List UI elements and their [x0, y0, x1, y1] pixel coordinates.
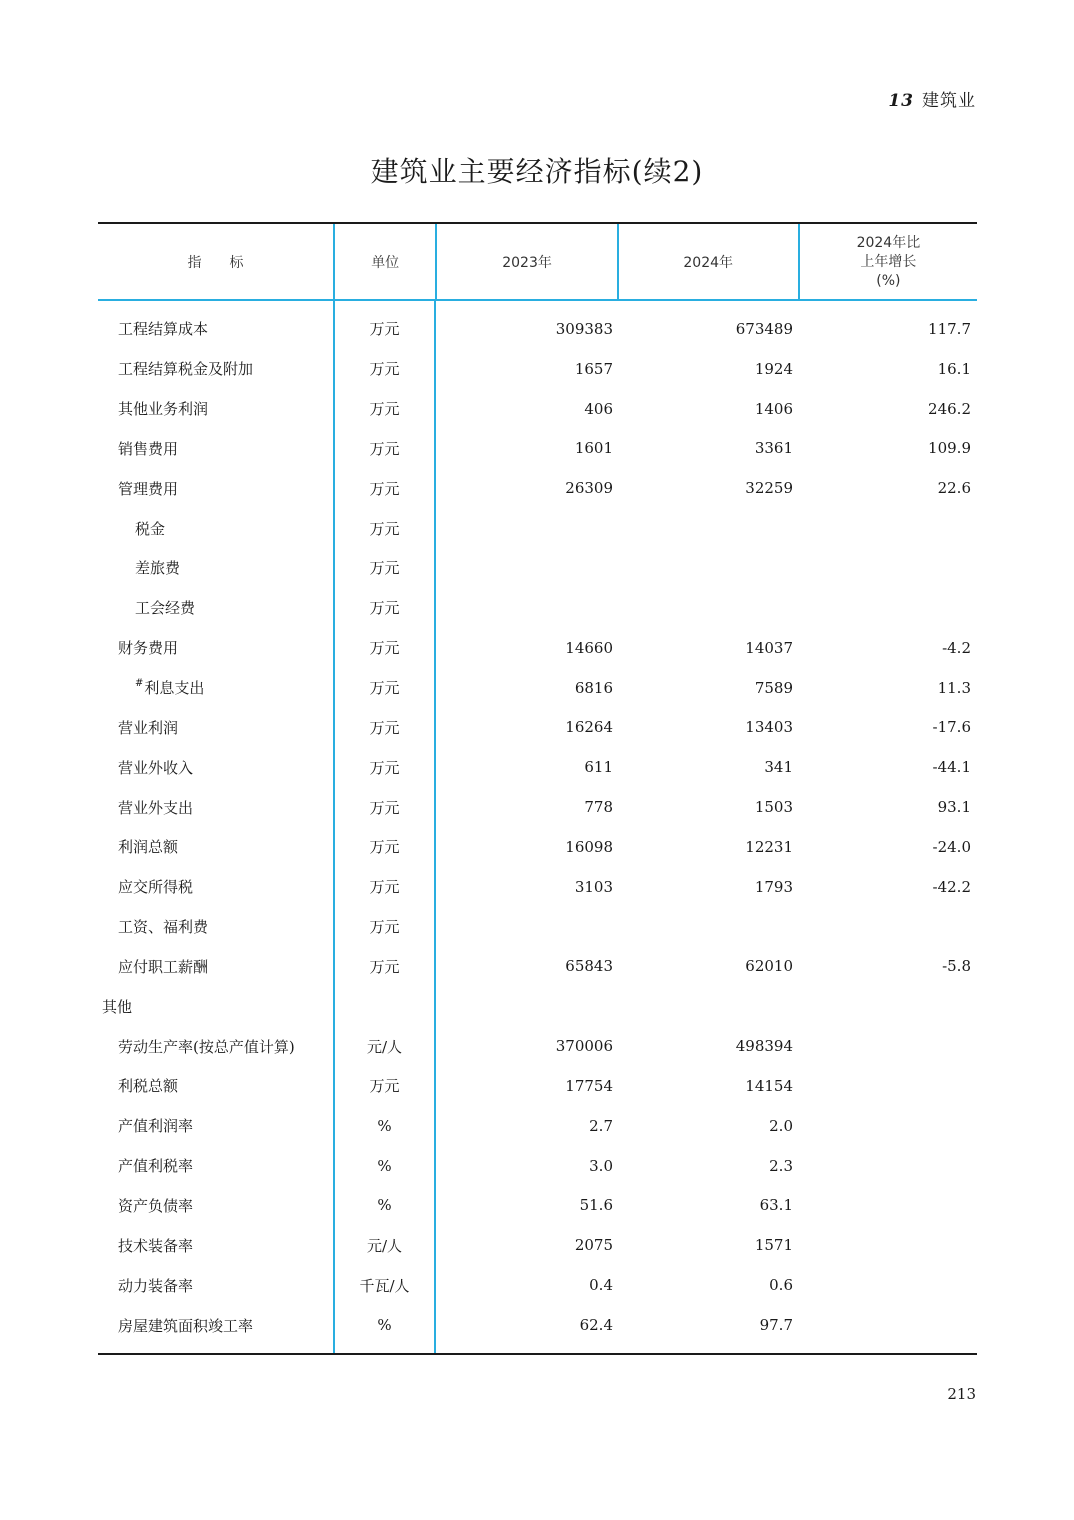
table-row — [98, 787, 977, 827]
indicator-label: 营业利润 — [118, 718, 179, 737]
header-growth-line1: 2024年比 — [856, 235, 921, 251]
growth-cell: -44.1 — [932, 758, 971, 777]
value-2024-cell: 0.6 — [769, 1276, 793, 1295]
indicator-cell — [98, 398, 334, 419]
chapter-title: 建筑业 — [922, 91, 976, 111]
value-2023-cell: 26309 — [565, 479, 613, 498]
indicator-label: 利润总额 — [118, 838, 179, 857]
table-row — [98, 867, 977, 907]
indicator-cell — [98, 757, 334, 778]
table-row — [98, 429, 977, 469]
table-row — [98, 349, 977, 389]
indicator-cell — [98, 557, 334, 578]
header-unit: 单位 — [335, 224, 438, 299]
unit-cell: 万元 — [369, 320, 400, 339]
unit-cell: % — [377, 1116, 392, 1135]
table-row — [98, 548, 977, 588]
value-2023-cell: 309383 — [555, 319, 613, 338]
indicator-label: 利税总额 — [118, 1077, 179, 1096]
unit-cell: 万元 — [369, 957, 400, 976]
header-growth-line3: (%) — [876, 273, 901, 289]
value-2023-cell: 6816 — [574, 678, 613, 697]
value-2024-cell: 1571 — [754, 1236, 793, 1255]
chapter-number: 13 — [888, 91, 914, 111]
header-2023: 2023年 — [437, 224, 618, 299]
value-2023-cell: 370006 — [555, 1037, 613, 1056]
indicator-label: 工程结算成本 — [118, 320, 209, 339]
indicator-label: 产值利税率 — [118, 1157, 194, 1176]
value-2024-cell: 498394 — [735, 1037, 793, 1056]
unit-cell: 万元 — [369, 439, 400, 458]
value-2023-cell: 16264 — [565, 718, 613, 737]
header-growth-line2: 上年增长 — [860, 254, 917, 270]
indicator-label: 工资、福利费 — [118, 918, 209, 937]
table-header — [98, 224, 977, 301]
table-row — [98, 508, 977, 548]
indicator-cell — [98, 518, 334, 539]
value-2024-cell: 62010 — [745, 957, 793, 976]
value-2024-cell: 14037 — [745, 638, 793, 657]
value-2024-cell: 1503 — [754, 798, 793, 817]
unit-cell: 万元 — [369, 1077, 400, 1096]
indicator-label: 技术装备率 — [118, 1236, 194, 1255]
indicator-label: 利息支出 — [144, 679, 205, 698]
value-2024-cell: 673489 — [735, 319, 793, 338]
page-title: 建筑业主要经济指标(续2) — [370, 155, 704, 188]
indicator-label: 销售费用 — [118, 439, 179, 458]
growth-cell: 11.3 — [937, 678, 971, 697]
indicator-cell — [98, 1036, 334, 1057]
growth-cell: 109.9 — [928, 439, 971, 458]
value-2024-cell: 97.7 — [759, 1316, 793, 1335]
value-2024-cell: 1793 — [754, 877, 793, 896]
unit-cell: 万元 — [369, 599, 400, 618]
indicator-cell — [98, 876, 334, 897]
indicator-cell — [98, 956, 334, 977]
value-2023-cell: 16098 — [565, 837, 613, 856]
table-row — [98, 588, 977, 628]
value-2024-cell: 1924 — [754, 359, 793, 378]
growth-cell: -4.2 — [942, 638, 971, 657]
indicator-cell — [98, 597, 334, 618]
indicator-label: 其他业务利润 — [118, 400, 209, 419]
indicator-label: 劳动生产率(按总产值计算) — [118, 1037, 295, 1056]
indicator-label: 管理费用 — [118, 479, 179, 498]
unit-cell: 万元 — [369, 559, 400, 578]
value-2024-cell: 341 — [764, 758, 793, 777]
value-2023-cell: 1657 — [574, 359, 613, 378]
unit-cell: % — [377, 1156, 392, 1175]
table-row — [98, 668, 977, 708]
unit-cell: 万元 — [369, 519, 400, 538]
unit-cell: 元/人 — [366, 1236, 403, 1255]
table-row — [98, 907, 977, 947]
indicator-cell — [98, 797, 334, 818]
unit-cell: 万元 — [369, 918, 400, 937]
value-2024-cell: 63.1 — [759, 1196, 793, 1215]
unit-cell: 万元 — [369, 758, 400, 777]
table-row — [98, 827, 977, 867]
value-2024-cell: 3361 — [754, 439, 793, 458]
growth-cell: 93.1 — [937, 798, 971, 817]
table-row — [98, 1066, 977, 1106]
indicator-cell — [98, 1195, 334, 1216]
indicator-cell — [98, 1115, 334, 1136]
table-row — [98, 1026, 977, 1066]
table-row — [98, 1106, 977, 1146]
growth-cell: -42.2 — [932, 877, 971, 896]
value-2023-cell: 17754 — [565, 1076, 613, 1095]
header-2024: 2024年 — [619, 224, 800, 299]
column-divider — [434, 301, 436, 1353]
indicator-label: 应交所得税 — [118, 878, 194, 897]
growth-cell: -24.0 — [932, 837, 971, 856]
value-2024-cell: 2.3 — [769, 1156, 793, 1175]
indicator-cell — [98, 836, 334, 857]
indicator-label: 工会经费 — [135, 599, 196, 618]
value-2024-cell: 32259 — [745, 479, 793, 498]
value-2023-cell: 406 — [584, 399, 613, 418]
table-row — [98, 389, 977, 429]
unit-cell: % — [377, 1196, 392, 1215]
table-row — [98, 1265, 977, 1305]
indicator-label: 工程结算税金及附加 — [118, 360, 254, 379]
unit-cell: 万元 — [369, 718, 400, 737]
value-2023-cell: 65843 — [565, 957, 613, 976]
indicator-cell — [98, 996, 334, 1017]
unit-cell: 万元 — [369, 878, 400, 897]
table-bottom-rule — [98, 1353, 977, 1355]
table-row — [98, 1146, 977, 1186]
table-row — [98, 947, 977, 987]
table-row — [98, 628, 977, 668]
unit-cell: 万元 — [369, 400, 400, 419]
growth-cell: 22.6 — [937, 479, 971, 498]
indicator-cell — [98, 637, 334, 658]
page-number: 213 — [947, 1385, 976, 1403]
unit-cell: 万元 — [369, 838, 400, 857]
value-2023-cell: 778 — [584, 798, 613, 817]
column-divider — [333, 301, 335, 1353]
growth-cell: -17.6 — [932, 718, 971, 737]
growth-cell: 16.1 — [937, 359, 971, 378]
indicator-cell — [98, 1235, 334, 1256]
indicator-cell — [98, 1315, 334, 1336]
unit-cell: 元/人 — [366, 1037, 403, 1056]
indicator-label: 房屋建筑面积竣工率 — [118, 1316, 254, 1335]
unit-cell: 万元 — [369, 798, 400, 817]
unit-cell: % — [377, 1316, 392, 1335]
indicator-label: 财务费用 — [118, 639, 179, 658]
table-row — [98, 707, 977, 747]
indicator-label: 应付职工薪酬 — [118, 957, 209, 976]
value-2023-cell: 62.4 — [579, 1316, 613, 1335]
value-2023-cell: 0.4 — [589, 1276, 613, 1295]
indicator-label: 差旅费 — [135, 559, 181, 578]
value-2023-cell: 2.7 — [589, 1116, 613, 1135]
indicator-label: 营业外收入 — [118, 758, 194, 777]
table-body — [98, 301, 977, 1353]
indicator-label: 动力装备率 — [118, 1276, 194, 1295]
header-growth — [800, 224, 977, 299]
table-row — [98, 1186, 977, 1226]
indicator-cell — [98, 1275, 334, 1296]
indicator-cell — [98, 438, 334, 459]
table-row — [98, 986, 977, 1026]
table-row — [98, 1225, 977, 1265]
unit-cell: 千瓦/人 — [359, 1276, 410, 1295]
indicator-label: 资产负债率 — [118, 1196, 194, 1215]
growth-cell: 117.7 — [928, 319, 971, 338]
indicator-label: 产值利润率 — [118, 1117, 194, 1136]
footnote-mark: # — [135, 678, 144, 690]
running-head — [888, 86, 976, 111]
indicator-cell — [98, 358, 334, 379]
indicator-label: 税金 — [135, 519, 166, 538]
unit-cell: 万元 — [369, 639, 400, 658]
table-row — [98, 309, 977, 349]
value-2023-cell: 51.6 — [579, 1196, 613, 1215]
value-2024-cell: 13403 — [745, 718, 793, 737]
unit-cell: 万元 — [369, 360, 400, 379]
table-row — [98, 468, 977, 508]
value-2024-cell: 1406 — [754, 399, 793, 418]
growth-cell: -5.8 — [942, 957, 971, 976]
indicator-cell — [98, 677, 334, 698]
indicator-cell — [98, 717, 334, 738]
value-2024-cell: 7589 — [754, 678, 793, 697]
indicator-label: 营业外支出 — [118, 798, 194, 817]
value-2023-cell: 1601 — [574, 439, 613, 458]
indicator-cell — [98, 916, 334, 937]
value-2023-cell: 2075 — [574, 1236, 613, 1255]
data-table — [98, 222, 977, 1355]
indicator-cell — [98, 478, 334, 499]
unit-cell: 万元 — [369, 479, 400, 498]
value-2023-cell: 14660 — [565, 638, 613, 657]
value-2023-cell: 3.0 — [589, 1156, 613, 1175]
value-2023-cell: 3103 — [574, 877, 613, 896]
indicator-label: 其他 — [102, 997, 133, 1016]
header-indicator: 指 标 — [98, 224, 335, 299]
table-row — [98, 747, 977, 787]
indicator-cell — [98, 1075, 334, 1096]
unit-cell: 万元 — [369, 679, 400, 698]
value-2024-cell: 2.0 — [769, 1116, 793, 1135]
value-2024-cell: 12231 — [745, 837, 793, 856]
indicator-cell — [98, 1155, 334, 1176]
indicator-cell — [98, 318, 334, 339]
value-2023-cell: 611 — [584, 758, 613, 777]
value-2024-cell: 14154 — [745, 1076, 793, 1095]
growth-cell: 246.2 — [928, 399, 971, 418]
table-row — [98, 1305, 977, 1345]
